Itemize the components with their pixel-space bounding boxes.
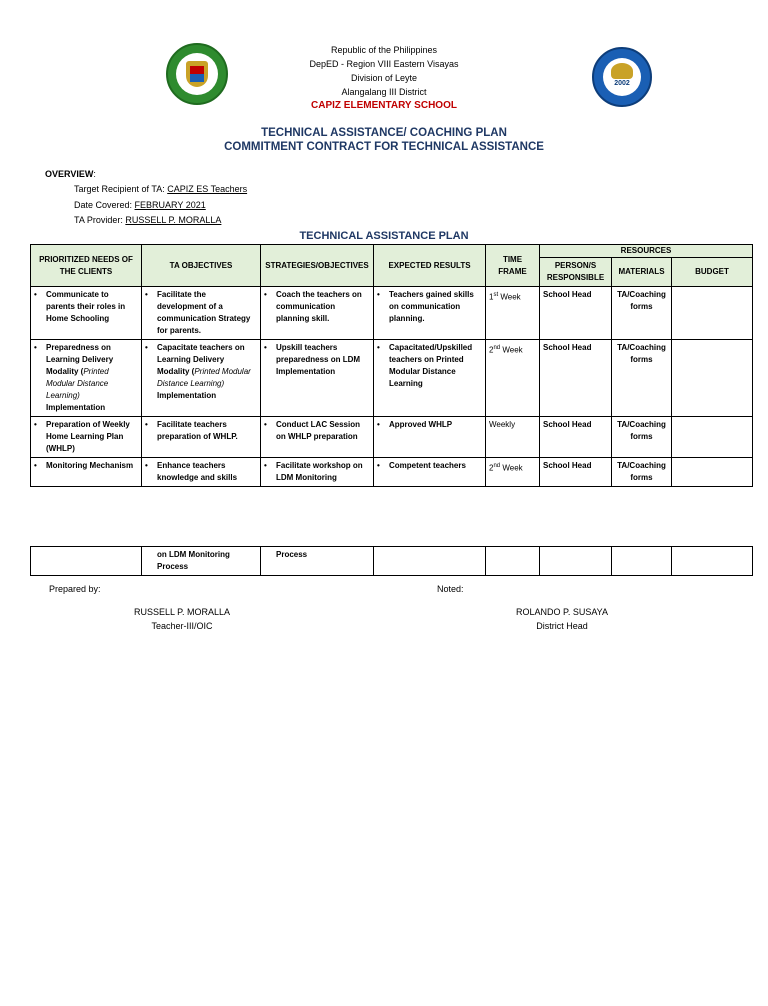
header-person: PERSON/S RESPONSIBLE	[540, 258, 612, 287]
strategy-cell: • Conduct LAC Session on WHLP preparation	[261, 417, 374, 458]
header-line-3: Division of Leyte	[350, 73, 418, 83]
school-name: CAPIZ ELEMENTARY SCHOOL	[311, 100, 457, 111]
ta-plan-table-continued	[30, 546, 753, 576]
time-cell: 1st Week	[486, 287, 540, 340]
objective-cell: on LDM Monitoring Process	[142, 547, 261, 576]
noted-label: Noted:	[437, 584, 464, 594]
table-row	[31, 287, 753, 340]
time-cell: 2nd Week	[486, 458, 540, 487]
strategy-cell: Process	[261, 547, 374, 576]
header-line-2: DepED - Region VIII Eastern Visayas	[309, 59, 459, 69]
objective-cell: • Facilitate the development of a communication Strategy for parents.	[142, 287, 261, 340]
seal-year: 2002	[614, 80, 630, 87]
table-row	[31, 417, 753, 458]
noter-name: ROLANDO P. SUSAYA	[515, 607, 609, 617]
budget-cell	[672, 547, 753, 576]
overview-heading: OVERVIEW:	[45, 169, 96, 179]
objective-cell: • Facilitate teachers preparation of WHLP.	[142, 417, 261, 458]
prepared-by-label: Prepared by:	[49, 584, 101, 594]
table-row	[31, 547, 753, 576]
title-line-2: COMMITMENT CONTRACT FOR TECHNICAL ASSISTANCE	[224, 141, 544, 153]
strategy-cell: • Upskill teachers preparedness on LDM Implementation	[261, 340, 374, 417]
budget-cell	[672, 458, 753, 487]
need-cell: • Preparedness on Learning Delivery Modality (Printed Modular Distance Learning) Implementation	[31, 340, 142, 417]
budget-cell	[672, 417, 753, 458]
preparer-title: Teacher-III/OIC	[151, 621, 213, 631]
time-cell: 2nd Week	[486, 340, 540, 417]
header-needs: PRIORITIZED NEEDS OF THE CLIENTS	[31, 245, 142, 287]
title-line-1: TECHNICAL ASSISTANCE/ COACHING PLAN	[261, 127, 507, 139]
strategy-cell: • Coach the teachers on communication planning skill.	[261, 287, 374, 340]
table-row	[31, 458, 753, 487]
materials-cell: TA/Coaching forms	[612, 458, 672, 487]
person-cell: School Head	[540, 417, 612, 458]
ta-plan-table	[30, 244, 753, 487]
objective-cell: • Enhance teachers knowledge and skills	[142, 458, 261, 487]
header-budget: BUDGET	[672, 258, 753, 287]
ta-provider: TA Provider: RUSSELL P. MORALLA	[74, 215, 222, 225]
header-strategies: STRATEGIES/OBJECTIVES	[261, 245, 374, 287]
table-row	[31, 340, 753, 417]
need-cell: • Communicate to parents their roles in Home Schooling	[31, 287, 142, 340]
header-objectives: TA OBJECTIVES	[142, 245, 261, 287]
header-materials: MATERIALS	[612, 258, 672, 287]
plan-title: TECHNICAL ASSISTANCE PLAN	[299, 230, 469, 242]
materials-cell: TA/Coaching forms	[612, 417, 672, 458]
need-cell: • Monitoring Mechanism	[31, 458, 142, 487]
result-cell: • Capacitated/Upskilled teachers on Printed Modular Distance Learning	[374, 340, 486, 417]
header-time: TIME FRAME	[486, 245, 540, 287]
strategy-cell: • Facilitate workshop on LDM Monitoring	[261, 458, 374, 487]
materials-cell: TA/Coaching forms	[612, 287, 672, 340]
preparer-name: RUSSELL P. MORALLA	[133, 607, 231, 617]
noter-title: District Head	[536, 621, 588, 631]
budget-cell	[672, 340, 753, 417]
person-cell: School Head	[540, 287, 612, 340]
objective-cell: • Capacitate teachers on Learning Delivery Modality (Printed Modular Distance Learning) Implementation	[142, 340, 261, 417]
target-recipient: Target Recipient of TA: CAPIZ ES Teachers	[74, 184, 248, 194]
materials-cell	[612, 547, 672, 576]
person-cell: School Head	[540, 458, 612, 487]
header-line-1: Republic of the Philippines	[330, 45, 438, 55]
header-results: EXPECTED RESULTS	[374, 245, 486, 287]
need-cell	[31, 547, 142, 576]
header-line-4: Alangalang III District	[341, 87, 427, 97]
result-cell: • Competent teachers	[374, 458, 486, 487]
materials-cell: TA/Coaching forms	[612, 340, 672, 417]
time-cell	[486, 547, 540, 576]
result-cell: • Teachers gained skills on communication planning.	[374, 287, 486, 340]
person-cell: School Head	[540, 340, 612, 417]
need-cell: • Preparation of Weekly Home Learning Plan (WHLP)	[31, 417, 142, 458]
date-covered: Date Covered: FEBRUARY 2021	[74, 200, 206, 210]
result-cell: • Approved WHLP	[374, 417, 486, 458]
result-cell	[374, 547, 486, 576]
budget-cell	[672, 287, 753, 340]
person-cell	[540, 547, 612, 576]
time-cell: Weekly	[486, 417, 540, 458]
header-resources: RESOURCES	[540, 245, 753, 258]
